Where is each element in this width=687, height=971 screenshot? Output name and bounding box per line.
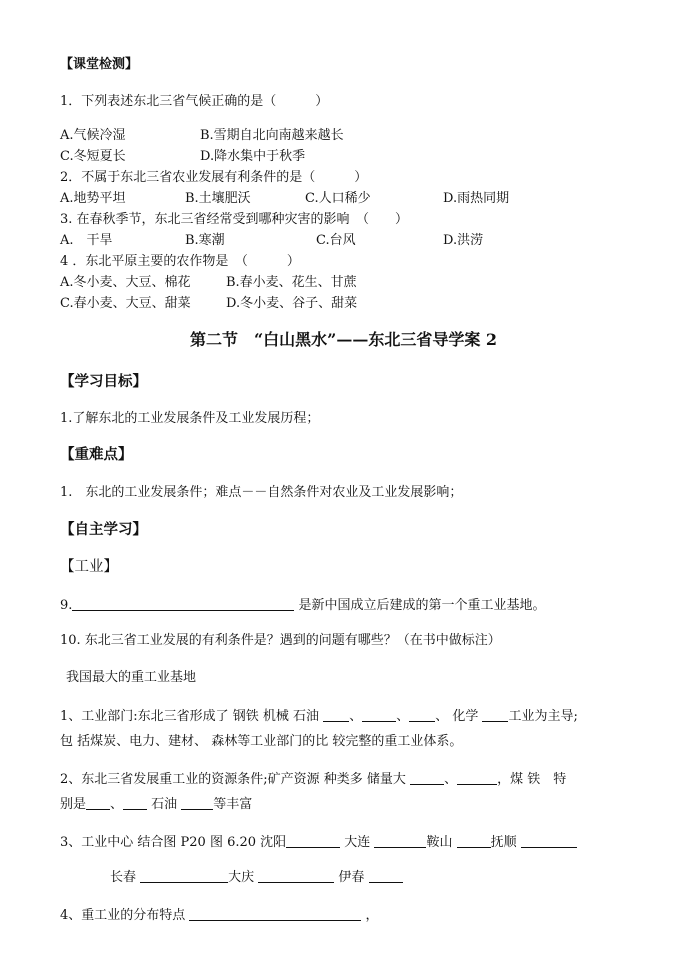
worksheet-title: 第二节 “白山黑水”——东北三省导学案 2	[189, 330, 498, 349]
point-4-tail: ，	[361, 908, 379, 923]
city-dalian: 大连	[340, 835, 375, 850]
city-fushun: 抚顺	[490, 835, 521, 850]
point-2-separator: 、	[110, 797, 124, 812]
answer-blank[interactable]	[323, 707, 349, 722]
city-yichun: 伊春	[334, 870, 369, 885]
point-1-separator: 、	[349, 709, 363, 724]
answer-blank[interactable]	[409, 707, 435, 722]
q4-option-a: A.冬小麦、大豆、棉花	[60, 275, 191, 290]
point-4	[60, 906, 379, 925]
answer-blank[interactable]	[123, 795, 147, 810]
answer-blank[interactable]	[457, 770, 497, 785]
answer-blank[interactable]	[457, 833, 491, 848]
answer-blank[interactable]	[140, 868, 228, 883]
city-daqing: 大庆	[228, 870, 259, 885]
point-1-text-a: 1、工业部门:东北三省形成了 钢铁 机械 石油	[60, 709, 324, 724]
answer-blank[interactable]	[286, 833, 340, 848]
question-9-number: 9.	[60, 598, 73, 613]
q1-option-b: B.雪期自北向南越来越长	[200, 128, 344, 143]
section-industry: 【工业】	[60, 559, 118, 575]
question-3-stem: 3. 在春秋季节，东北三省经常受到哪种灾害的影响 （ ）	[60, 212, 409, 227]
point-2-text-e: 等丰富	[213, 797, 253, 812]
q4-option-d: D.冬小麦、谷子、甜菜	[226, 296, 358, 311]
point-2-text-c: 别是	[60, 797, 87, 812]
point-2-line-1	[60, 770, 566, 789]
q1-option-a: A.气候冷湿	[60, 128, 126, 143]
q1-option-d: D.降水集中于秋季	[200, 149, 306, 164]
point-3-text: 3、工业中心 结合图 P20 图 6.20 沈阳	[60, 835, 287, 850]
point-1-text-c: 工业为主导;	[508, 709, 578, 724]
point-1-line-2: 包 括煤炭、电力、建材、 森林等工业部门的比 较完整的重工业体系。	[60, 734, 463, 749]
question-9	[60, 596, 546, 615]
point-3-line-2	[110, 868, 403, 887]
point-2-text-d: 石油	[147, 797, 182, 812]
answer-blank[interactable]	[189, 906, 361, 921]
q3-option-c: C.台风	[316, 233, 356, 248]
answer-blank[interactable]	[86, 795, 110, 810]
answer-blank[interactable]	[369, 868, 403, 883]
city-anshan: 鞍山	[426, 835, 457, 850]
q2-option-a: A.地势平坦	[60, 191, 126, 206]
answer-blank[interactable]	[521, 833, 577, 848]
point-1-line-1	[60, 707, 578, 726]
q3-option-a: A. 干旱	[60, 233, 113, 248]
q3-option-d: D.洪涝	[443, 233, 484, 248]
q2-option-c: C.人口稀少	[305, 191, 371, 206]
question-4-stem: 4 ．东北平原主要的农作物是 （ ）	[60, 254, 300, 269]
q1-option-c: C.冬短夏长	[60, 149, 126, 164]
point-2-text-a: 2、东北三省发展重工业的资源条件;矿产资源 种类多 储量大	[60, 772, 411, 787]
point-1-separator: 、	[396, 709, 410, 724]
point-2-line-2	[60, 795, 252, 814]
point-2-separator: 、	[444, 772, 458, 787]
question-1-stem: 1．下列表述东北三省气候正确的是（ ）	[60, 94, 329, 109]
section-learning-goals: 【学习目标】	[60, 373, 147, 390]
point-3-line-1	[60, 833, 577, 852]
key-point-1: 1. 东北的工业发展条件；难点－－自然条件对农业及工业发展影响；	[60, 485, 463, 500]
answer-blank[interactable]	[72, 596, 294, 611]
point-2-text-b: ，煤 铁 特	[497, 772, 567, 787]
q2-option-d: D.雨热同期	[443, 191, 510, 206]
learning-goal-1: 1.了解东北的工业发展条件及工业发展历程；	[60, 411, 320, 426]
question-9-text: 是新中国成立后建成的第一个重工业基地。	[294, 598, 546, 613]
q4-option-c: C.春小麦、大豆、甜菜	[60, 296, 191, 311]
section-classroom-check: 【课堂检测】	[60, 57, 139, 72]
largest-base-heading: 我国最大的重工业基地	[66, 670, 197, 685]
answer-blank[interactable]	[410, 770, 444, 785]
city-changchun: 长春	[110, 870, 141, 885]
answer-blank[interactable]	[482, 707, 508, 722]
q2-option-b: B.土壤肥沃	[185, 191, 251, 206]
answer-blank[interactable]	[181, 795, 213, 810]
answer-blank[interactable]	[258, 868, 334, 883]
section-self-study: 【自主学习】	[60, 521, 147, 538]
question-10: 10. 东北三省工业发展的有利条件是？遇到的问题有哪些？（在书中做标注）	[60, 633, 501, 648]
answer-blank[interactable]	[362, 707, 396, 722]
point-4-text: 4、重工业的分布特点	[60, 908, 190, 923]
question-2-stem: 2．不属于东北三省农业发展有利条件的是（ ）	[60, 170, 368, 185]
point-1-text-b: 、 化学	[435, 709, 483, 724]
q4-option-b: B.春小麦、花生、甘蔗	[226, 275, 357, 290]
section-key-points: 【重难点】	[60, 446, 133, 463]
answer-blank[interactable]	[374, 833, 426, 848]
q3-option-b: B.寒潮	[185, 233, 225, 248]
